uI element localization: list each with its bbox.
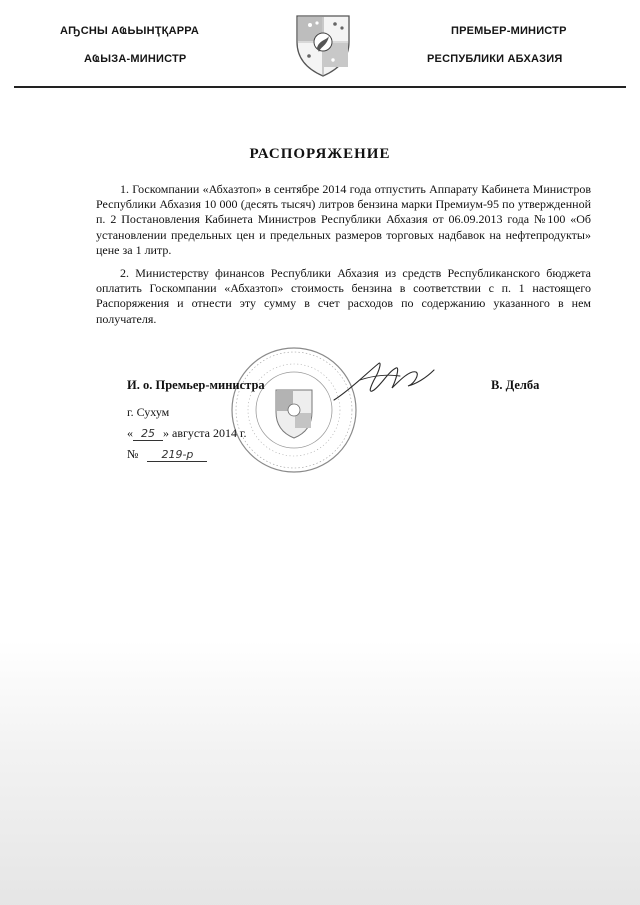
paragraph-1 xyxy=(96,182,591,258)
paragraph-1-text: 1. Госкомпании «Абхазтоп» в сентябре 2014 года отпустить Аппарату Кабинета Министров Республики Абхазия 10 000 (десять тысяч) литров бензина марки Премиум-95 по утвержденной п. 2 Постановления Кабинета Министров Республики Абхазия от 06.09.2013 года №100 «Об установлении предельных цен и предельных размеров торговых надбавок на нефтепродукты» цене за 1 литр. xyxy=(96,182,591,257)
number-value: 219-р xyxy=(147,449,207,462)
signatory-name: В. Делба xyxy=(491,378,540,392)
state-emblem-icon xyxy=(293,12,353,78)
header-left-line2: АҨЫЗА-МИНИСТР xyxy=(84,53,187,65)
paragraph-2 xyxy=(96,266,591,327)
handwritten-signature-icon xyxy=(330,350,440,405)
date-month-year: » августа 2014 г. xyxy=(163,426,247,440)
date-open-quote: « xyxy=(127,426,133,440)
issue-date xyxy=(127,426,247,441)
number-prefix: № xyxy=(127,447,139,461)
header-left-line1: АҦСНЫ АҨЬЫНҬҚАРРА xyxy=(60,25,199,37)
header-divider xyxy=(14,86,626,88)
header-right-line2: РЕСПУБЛИКИ АБХАЗИЯ xyxy=(427,53,563,65)
date-day: 25 xyxy=(133,428,163,441)
document-number xyxy=(127,447,207,462)
paragraph-2-text: 2. Министерству финансов Республики Абхазия из средств Республиканского бюджета оплатить Госкомпании «Абхазтоп» стоимость бензина в соответствии с п. 1 настоящего Распоряжения и отнести эту сумму в счет расходов по содержанию указанного в нем получателя. xyxy=(96,266,591,326)
signatory-position: И. о. Премьер-министра xyxy=(127,378,265,392)
document-title: РАСПОРЯЖЕНИЕ xyxy=(249,146,391,162)
issue-city: г. Сухум xyxy=(127,405,170,419)
header-right-line1: ПРЕМЬЕР-МИНИСТР xyxy=(451,25,567,37)
